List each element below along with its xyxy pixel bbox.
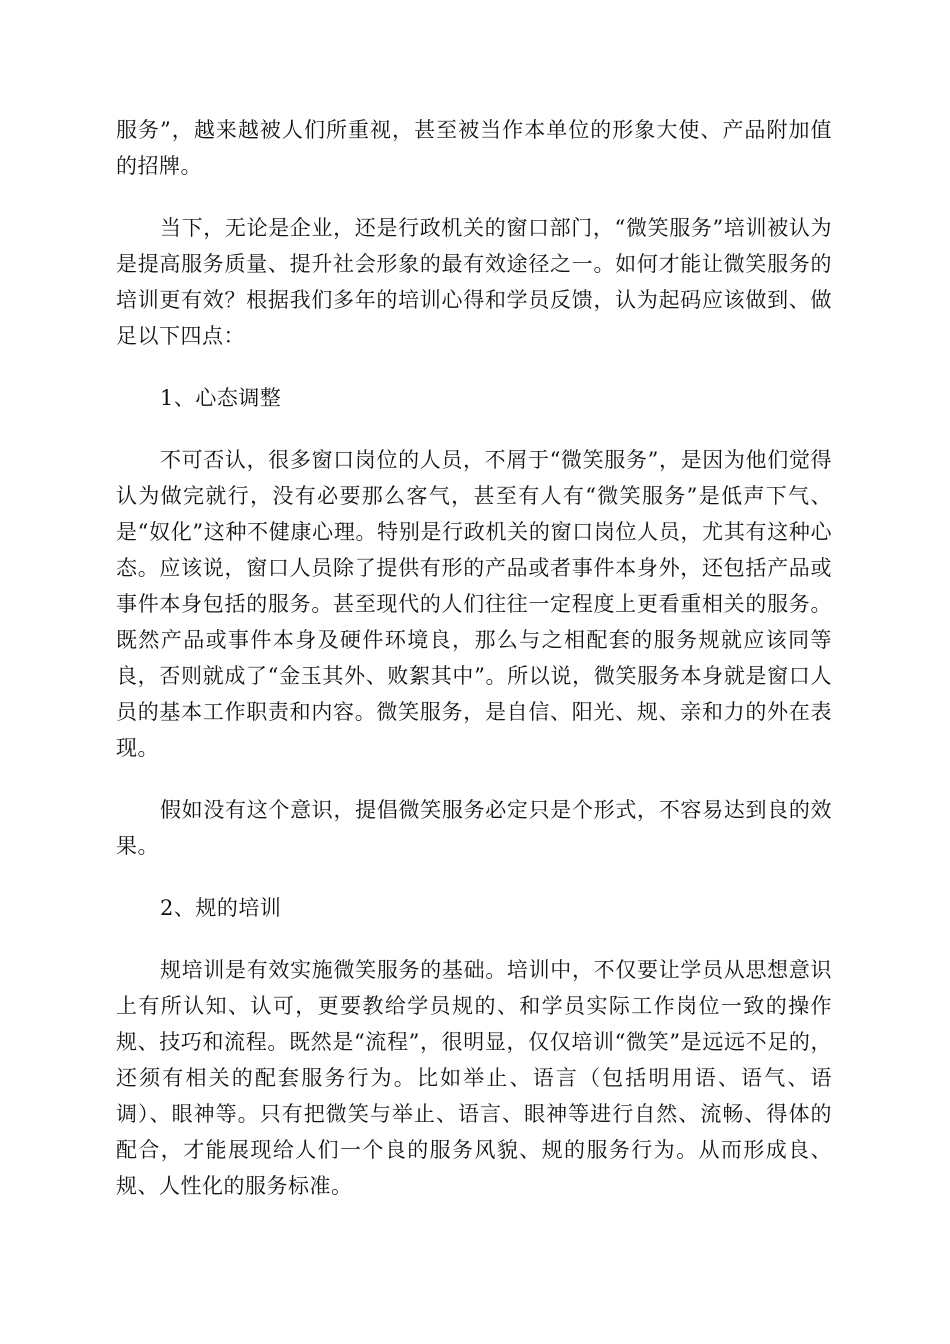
paragraph-training-body: 规培训是有效实施微笑服务的基础。培训中，不仅要让学员从思想意识上有所认知、认可，更要教给学员规的、和学员实际工作岗位一致的操作规、技巧和流程。既然是“流程”，很明显，仅仅培训“微笑”是远远不足的，还须有相关的配套服务行为。比如举止、语言（包括明用语、语气、语调）、眼神等。只有把微笑与举止、语言、眼神等进行自然、流畅、得体的配合，才能展现给人们一个良的服务风貌、规的服务行为。从而形成良、规、人性化的服务标准。 — [116, 958, 832, 1198]
paragraph-gap — [116, 416, 832, 442]
paragraph-gap — [116, 766, 832, 792]
document-page — [116, 112, 832, 1204]
section-heading-mindset: 1、心态调整 — [160, 386, 282, 410]
paragraph-mindset-body: 不可否认，很多窗口岗位的人员，不屑于“微笑服务”，是因为他们觉得认为做完就行，没有必要那么客气，甚至有人有“微笑服务”是低声下气、是“奴化”这种不健康心理。特别是行政机关的窗口岗位人员，尤其有这种心态。应该说，窗口人员除了提供有形的产品或者事件本身外，还包括产品或事件本身包括的服务。甚至现代的人们往往一定程度上更看重相关的服务。既然产品或事件本身及硬件环境良，那么与之相配套的服务规就应该同等良，否则就成了“金玉其外、败絮其中”。所以说，微笑服务本身就是窗口人员的基本工作职责和内容。微笑服务，是自信、阳光、规、亲和力的外在表现。 — [116, 448, 832, 760]
paragraph-gap — [116, 926, 832, 952]
section-heading-training: 2、规的培训 — [160, 896, 282, 920]
paragraph-smile-service-training: 当下，无论是企业，还是行政机关的窗口部门，“微笑服务”培训被认为是提高服务质量、提升社会形象的最有效途径之一。如何才能让微笑服务的培训更有效？根据我们多年的培训心得和学员反馈，认为起码应该做到、做足以下四点： — [116, 216, 832, 348]
paragraph-gap — [116, 864, 832, 890]
paragraph-gap — [116, 354, 832, 380]
paragraph-continued-intro: 服务”，越来越被人们所重视，甚至被当作本单位的形象大使、产品附加值的招牌。 — [116, 118, 832, 178]
paragraph-awareness: 假如没有这个意识，提倡微笑服务必定只是个形式，不容易达到良的效果。 — [116, 798, 832, 858]
paragraph-gap — [116, 184, 832, 210]
